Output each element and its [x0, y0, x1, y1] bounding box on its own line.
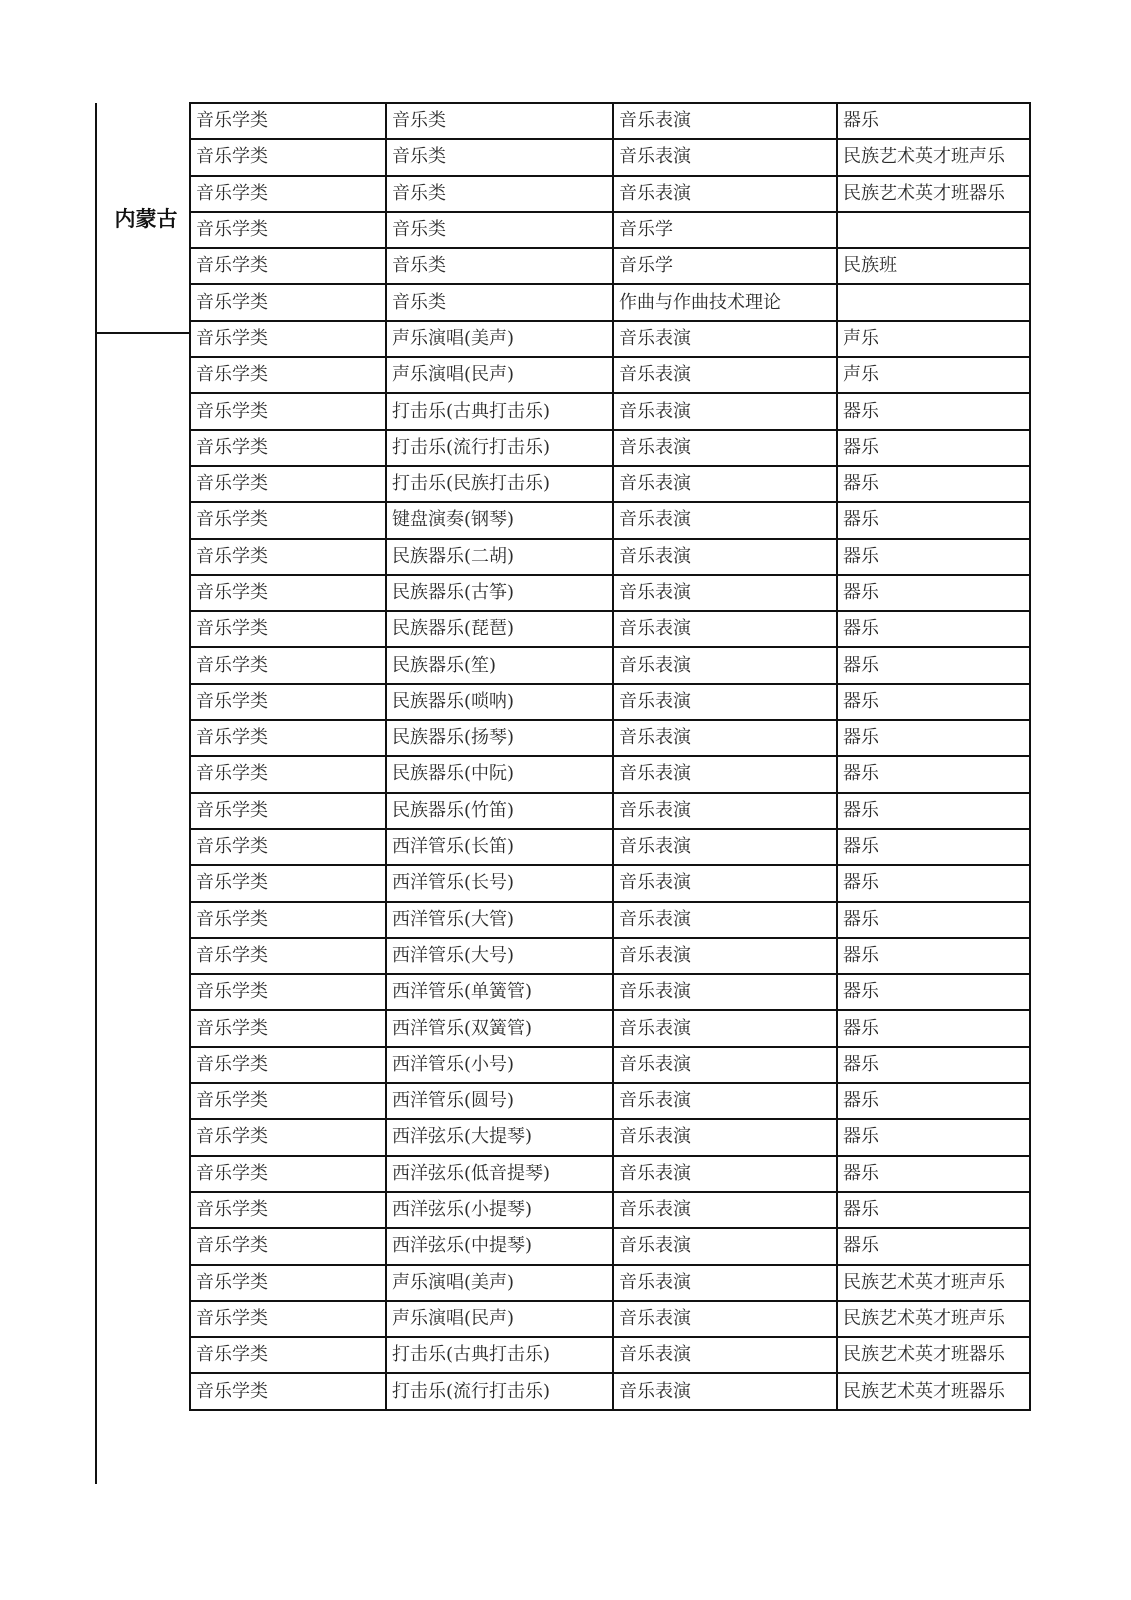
discipline-category-cell: 音乐学类	[190, 611, 386, 647]
table-row	[190, 1156, 1030, 1192]
remark-cell: 器乐	[837, 1192, 1030, 1228]
table-row	[190, 611, 1030, 647]
discipline-category-cell: 音乐学类	[190, 1301, 386, 1337]
remark-cell: 民族班	[837, 248, 1030, 284]
majors-table	[189, 102, 1031, 1411]
remark-cell: 民族艺术英才班器乐	[837, 1337, 1030, 1373]
table-row	[190, 865, 1030, 901]
remark-cell: 民族艺术英才班声乐	[837, 139, 1030, 175]
major-direction-cell: 音乐类	[386, 176, 613, 212]
remark-cell: 器乐	[837, 1010, 1030, 1046]
discipline-category-cell: 音乐学类	[190, 1373, 386, 1409]
major-name-cell: 音乐表演	[613, 1228, 837, 1264]
remark-cell: 器乐	[837, 539, 1030, 575]
table-row	[190, 176, 1030, 212]
majors-table-body	[190, 103, 1030, 1410]
table-row	[190, 647, 1030, 683]
discipline-category-cell: 音乐学类	[190, 357, 386, 393]
discipline-category-cell: 音乐学类	[190, 139, 386, 175]
discipline-category-cell: 音乐学类	[190, 756, 386, 792]
remark-cell	[837, 284, 1030, 320]
major-direction-cell: 音乐类	[386, 284, 613, 320]
discipline-category-cell: 音乐学类	[190, 1010, 386, 1046]
major-direction-cell: 西洋弦乐(小提琴)	[386, 1192, 613, 1228]
major-name-cell: 音乐表演	[613, 1010, 837, 1046]
major-direction-cell: 西洋弦乐(中提琴)	[386, 1228, 613, 1264]
discipline-category-cell: 音乐学类	[190, 466, 386, 502]
table-row	[190, 1373, 1030, 1409]
major-direction-cell: 西洋管乐(长笛)	[386, 829, 613, 865]
discipline-category-cell: 音乐学类	[190, 1119, 386, 1155]
table-row	[190, 1010, 1030, 1046]
major-direction-cell: 打击乐(古典打击乐)	[386, 1337, 613, 1373]
major-direction-cell: 打击乐(流行打击乐)	[386, 1373, 613, 1409]
discipline-category-cell: 音乐学类	[190, 829, 386, 865]
remark-cell: 器乐	[837, 103, 1030, 139]
major-name-cell: 音乐表演	[613, 1373, 837, 1409]
remark-cell: 器乐	[837, 938, 1030, 974]
major-direction-cell: 民族器乐(竹笛)	[386, 793, 613, 829]
discipline-category-cell: 音乐学类	[190, 539, 386, 575]
major-direction-cell: 音乐类	[386, 212, 613, 248]
remark-cell: 器乐	[837, 720, 1030, 756]
major-name-cell: 音乐表演	[613, 1265, 837, 1301]
major-direction-cell: 西洋管乐(大号)	[386, 938, 613, 974]
table-row	[190, 902, 1030, 938]
major-direction-cell: 民族器乐(笙)	[386, 647, 613, 683]
major-direction-cell: 民族器乐(琵琶)	[386, 611, 613, 647]
remark-cell: 器乐	[837, 974, 1030, 1010]
major-direction-cell: 西洋管乐(圆号)	[386, 1083, 613, 1119]
table-row	[190, 539, 1030, 575]
major-direction-cell: 西洋管乐(大管)	[386, 902, 613, 938]
major-direction-cell: 民族器乐(中阮)	[386, 756, 613, 792]
discipline-category-cell: 音乐学类	[190, 502, 386, 538]
remark-cell: 器乐	[837, 1119, 1030, 1155]
remark-cell: 民族艺术英才班器乐	[837, 1373, 1030, 1409]
remark-cell: 器乐	[837, 393, 1030, 429]
discipline-category-cell: 音乐学类	[190, 393, 386, 429]
region-cell-inner-mongolia	[95, 103, 191, 334]
remark-cell: 器乐	[837, 502, 1030, 538]
discipline-category-cell: 音乐学类	[190, 647, 386, 683]
discipline-category-cell: 音乐学类	[190, 1192, 386, 1228]
major-direction-cell: 西洋弦乐(大提琴)	[386, 1119, 613, 1155]
major-direction-cell: 打击乐(古典打击乐)	[386, 393, 613, 429]
major-name-cell: 音乐学	[613, 248, 837, 284]
major-name-cell: 音乐表演	[613, 1337, 837, 1373]
major-name-cell: 音乐表演	[613, 575, 837, 611]
major-name-cell: 音乐表演	[613, 176, 837, 212]
remark-cell: 器乐	[837, 1083, 1030, 1119]
major-direction-cell: 民族器乐(唢呐)	[386, 684, 613, 720]
remark-cell: 器乐	[837, 647, 1030, 683]
major-name-cell: 音乐表演	[613, 1192, 837, 1228]
major-direction-cell: 打击乐(民族打击乐)	[386, 466, 613, 502]
major-name-cell: 音乐表演	[613, 720, 837, 756]
discipline-category-cell: 音乐学类	[190, 103, 386, 139]
discipline-category-cell: 音乐学类	[190, 793, 386, 829]
discipline-category-cell: 音乐学类	[190, 684, 386, 720]
remark-cell: 器乐	[837, 902, 1030, 938]
remark-cell: 器乐	[837, 793, 1030, 829]
region-label: 内蒙古	[114, 206, 178, 231]
major-direction-cell: 键盘演奏(钢琴)	[386, 502, 613, 538]
major-name-cell: 音乐表演	[613, 756, 837, 792]
table-row	[190, 684, 1030, 720]
major-direction-cell: 民族器乐(二胡)	[386, 539, 613, 575]
table-row	[190, 1301, 1030, 1337]
remark-cell: 民族艺术英才班声乐	[837, 1265, 1030, 1301]
discipline-category-cell: 音乐学类	[190, 1265, 386, 1301]
major-direction-cell: 音乐类	[386, 139, 613, 175]
table-row	[190, 357, 1030, 393]
major-name-cell: 音乐表演	[613, 357, 837, 393]
table-row	[190, 1047, 1030, 1083]
discipline-category-cell: 音乐学类	[190, 865, 386, 901]
discipline-category-cell: 音乐学类	[190, 720, 386, 756]
major-direction-cell: 声乐演唱(美声)	[386, 1265, 613, 1301]
table-row	[190, 212, 1030, 248]
remark-cell: 声乐	[837, 321, 1030, 357]
discipline-category-cell: 音乐学类	[190, 430, 386, 466]
discipline-category-cell: 音乐学类	[190, 1083, 386, 1119]
major-direction-cell: 声乐演唱(民声)	[386, 1301, 613, 1337]
table-row	[190, 974, 1030, 1010]
table-row	[190, 1119, 1030, 1155]
table-row	[190, 1192, 1030, 1228]
table-row	[190, 103, 1030, 139]
discipline-category-cell: 音乐学类	[190, 1228, 386, 1264]
discipline-category-cell: 音乐学类	[190, 1047, 386, 1083]
major-name-cell: 音乐表演	[613, 321, 837, 357]
remark-cell: 器乐	[837, 611, 1030, 647]
remark-cell	[837, 212, 1030, 248]
discipline-category-cell: 音乐学类	[190, 1156, 386, 1192]
remark-cell: 器乐	[837, 466, 1030, 502]
major-direction-cell: 打击乐(流行打击乐)	[386, 430, 613, 466]
table-row	[190, 321, 1030, 357]
table-row	[190, 502, 1030, 538]
discipline-category-cell: 音乐学类	[190, 575, 386, 611]
major-name-cell: 音乐表演	[613, 1083, 837, 1119]
major-name-cell: 音乐表演	[613, 139, 837, 175]
remark-cell: 器乐	[837, 684, 1030, 720]
major-name-cell: 音乐表演	[613, 865, 837, 901]
table-row	[190, 720, 1030, 756]
table-row	[190, 248, 1030, 284]
major-name-cell: 作曲与作曲技术理论	[613, 284, 837, 320]
major-name-cell: 音乐表演	[613, 684, 837, 720]
table-row	[190, 575, 1030, 611]
region-cell-continued	[95, 333, 191, 1484]
major-direction-cell: 民族器乐(扬琴)	[386, 720, 613, 756]
discipline-category-cell: 音乐学类	[190, 902, 386, 938]
table-row	[190, 466, 1030, 502]
major-name-cell: 音乐表演	[613, 647, 837, 683]
discipline-category-cell: 音乐学类	[190, 176, 386, 212]
table-row	[190, 829, 1030, 865]
table-row	[190, 1228, 1030, 1264]
major-name-cell: 音乐表演	[613, 1156, 837, 1192]
major-name-cell: 音乐表演	[613, 103, 837, 139]
major-name-cell: 音乐表演	[613, 1047, 837, 1083]
major-name-cell: 音乐表演	[613, 829, 837, 865]
remark-cell: 器乐	[837, 1047, 1030, 1083]
major-direction-cell: 西洋弦乐(低音提琴)	[386, 1156, 613, 1192]
remark-cell: 器乐	[837, 575, 1030, 611]
major-direction-cell: 音乐类	[386, 103, 613, 139]
major-name-cell: 音乐表演	[613, 1119, 837, 1155]
table-row	[190, 139, 1030, 175]
remark-cell: 器乐	[837, 756, 1030, 792]
major-name-cell: 音乐表演	[613, 502, 837, 538]
table-row	[190, 793, 1030, 829]
major-name-cell: 音乐表演	[613, 393, 837, 429]
discipline-category-cell: 音乐学类	[190, 212, 386, 248]
remark-cell: 民族艺术英才班声乐	[837, 1301, 1030, 1337]
table-row	[190, 284, 1030, 320]
remark-cell: 器乐	[837, 1228, 1030, 1264]
remark-cell: 器乐	[837, 865, 1030, 901]
major-name-cell: 音乐表演	[613, 430, 837, 466]
discipline-category-cell: 音乐学类	[190, 938, 386, 974]
major-name-cell: 音乐表演	[613, 539, 837, 575]
table-row	[190, 938, 1030, 974]
table-row	[190, 430, 1030, 466]
table-row	[190, 1083, 1030, 1119]
discipline-category-cell: 音乐学类	[190, 1337, 386, 1373]
major-name-cell: 音乐表演	[613, 1301, 837, 1337]
major-name-cell: 音乐表演	[613, 793, 837, 829]
major-name-cell: 音乐表演	[613, 466, 837, 502]
remark-cell: 器乐	[837, 430, 1030, 466]
table-row	[190, 1265, 1030, 1301]
major-direction-cell: 西洋管乐(双簧管)	[386, 1010, 613, 1046]
major-direction-cell: 声乐演唱(民声)	[386, 357, 613, 393]
major-name-cell: 音乐表演	[613, 974, 837, 1010]
major-name-cell: 音乐表演	[613, 611, 837, 647]
table-row	[190, 756, 1030, 792]
remark-cell: 民族艺术英才班器乐	[837, 176, 1030, 212]
remark-cell: 器乐	[837, 829, 1030, 865]
discipline-category-cell: 音乐学类	[190, 974, 386, 1010]
major-name-cell: 音乐表演	[613, 902, 837, 938]
major-direction-cell: 西洋管乐(长号)	[386, 865, 613, 901]
table-row	[190, 1337, 1030, 1373]
remark-cell: 器乐	[837, 1156, 1030, 1192]
discipline-category-cell: 音乐学类	[190, 248, 386, 284]
major-direction-cell: 声乐演唱(美声)	[386, 321, 613, 357]
major-direction-cell: 民族器乐(古筝)	[386, 575, 613, 611]
remark-cell: 声乐	[837, 357, 1030, 393]
major-name-cell: 音乐表演	[613, 938, 837, 974]
major-direction-cell: 西洋管乐(单簧管)	[386, 974, 613, 1010]
major-direction-cell: 西洋管乐(小号)	[386, 1047, 613, 1083]
table-row	[190, 393, 1030, 429]
discipline-category-cell: 音乐学类	[190, 321, 386, 357]
major-direction-cell: 音乐类	[386, 248, 613, 284]
discipline-category-cell: 音乐学类	[190, 284, 386, 320]
major-name-cell: 音乐学	[613, 212, 837, 248]
